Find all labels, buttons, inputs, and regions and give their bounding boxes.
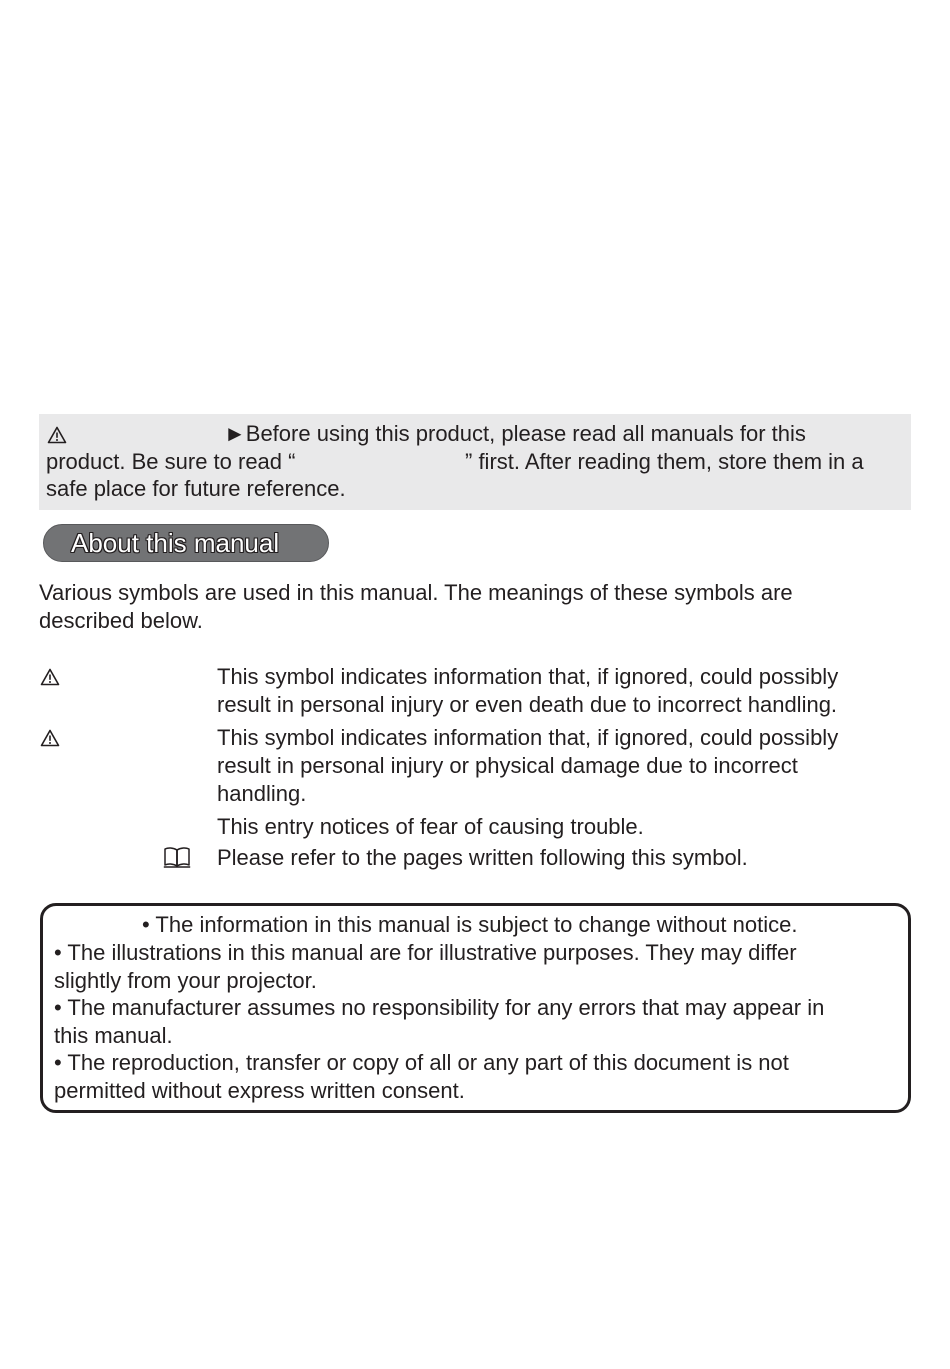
notice-line-5: this manual. <box>54 1023 173 1048</box>
symbol-2-line-3: handling. <box>217 781 307 806</box>
notice-line-7: permitted without express written consent. <box>54 1078 465 1103</box>
notice-line-6: • The reproduction, transfer or copy of all or any part of this document is not <box>54 1050 789 1075</box>
notice-line-1: • The information in this manual is subject to change without notice. <box>142 912 798 937</box>
notice-line-3: slightly from your projector. <box>54 968 317 993</box>
read-first-warning-box <box>39 414 911 510</box>
symbol-2-line-2: result in personal injury or physical damage due to incorrect <box>217 753 798 778</box>
section-heading-text: About this manual <box>71 528 280 558</box>
notice-line-4: • The manufacturer assumes no responsibility for any errors that may appear in <box>54 995 825 1020</box>
warning-triangle-icon <box>40 729 60 747</box>
intro-line-1: Various symbols are used in this manual. The meanings of these symbols are <box>39 580 793 605</box>
symbol-1-line-1: This symbol indicates information that, if ignored, could possibly <box>217 664 839 689</box>
warning-line-2-suffix: ” first. After reading them, store them in a <box>465 449 864 474</box>
symbol-4-line-1: Please refer to the pages written following this symbol. <box>217 845 748 870</box>
warning-triangle-icon <box>40 668 60 686</box>
warning-line-3: safe place for future reference. <box>46 476 346 501</box>
notice-line-2: • The illustrations in this manual are for illustrative purposes. They may differ <box>54 940 797 965</box>
symbol-3-line-1: This entry notices of fear of causing trouble. <box>217 814 644 839</box>
book-icon <box>163 846 191 868</box>
notice-box <box>40 903 911 1113</box>
symbol-1-line-2: result in personal injury or even death due to incorrect handling. <box>217 692 838 717</box>
warning-line-2-prefix: product. Be sure to read “ <box>46 449 296 474</box>
symbol-2-line-1: This symbol indicates information that, if ignored, could possibly <box>217 725 839 750</box>
warning-triangle-icon <box>47 426 67 444</box>
warning-line-1: ►Before using this product, please read all manuals for this <box>224 421 806 446</box>
section-heading <box>43 524 329 562</box>
intro-line-2: described below. <box>39 608 203 633</box>
